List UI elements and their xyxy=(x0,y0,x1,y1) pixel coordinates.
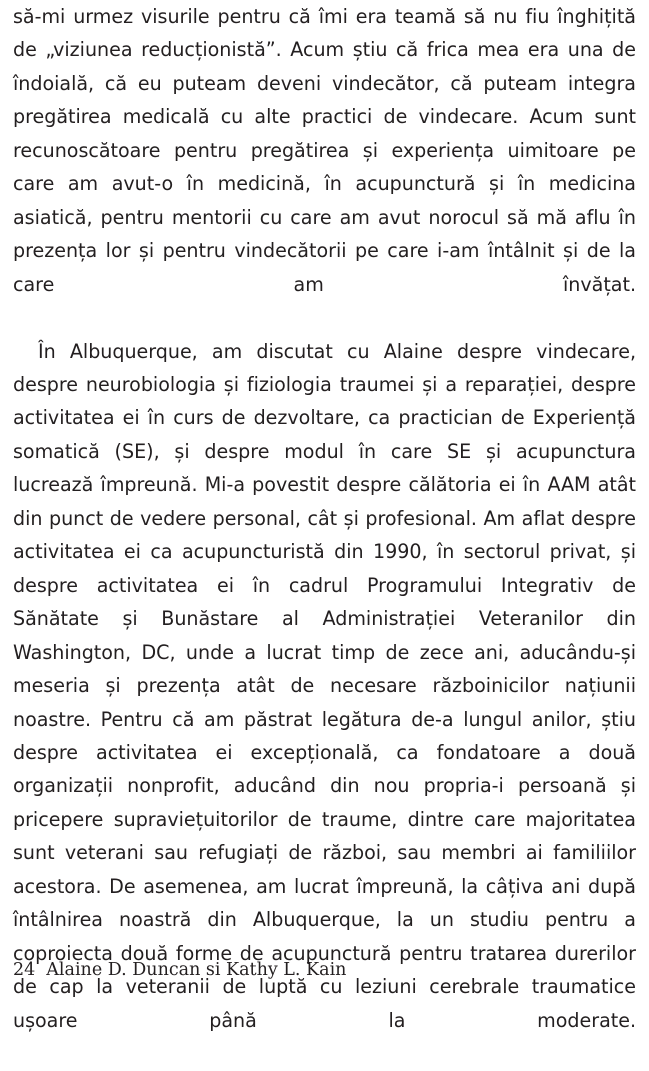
page-number: 24 xyxy=(13,960,36,980)
page-footer xyxy=(13,958,636,982)
body-text-column xyxy=(13,0,636,1071)
running-head: Alaine D. Duncan si Kathy L. Kain xyxy=(46,960,347,980)
paragraph-continuation: să-mi urmez visurile pentru că îmi era teamă să nu fiu înghițită de „viziunea reducționistă”. Acum știu că frica mea era una de îndoială, că eu puteam deveni vindecător, că puteam integra pregătirea medicală cu alte practici de vindecare. Acum sunt recunoscătoare pentru pregătirea și experiența uimitoare pe care am avut-o în medicină, în acupunctură și în medicina asiatică, pentru mentorii cu care am avut norocul să mă aflu în prezența lor și pentru vindecătorii pe care i-am întâlnit și de la care am învățat. xyxy=(13,5,636,296)
paragraph-albuquerque: În Albuquerque, am discutat cu Alaine despre vindecare, despre neurobiologia și fiziologia traumei și a reparației, despre activitatea ei în curs de dezvoltare, ca practician de Experiență somatică (SE), și despre modul în care SE și acupunctura lucrează împreună. Mi-a povestit despre călătoria ei în AAM atât din punct de vedere personal, cât și profesional. Am aflat despre activitatea ei ca acupuncturistă din 1990, în sectorul privat, și despre activitatea ei în cadrul Programului Integrativ de Sănătate și Bunăstare al Administrației Veteranilor din Washington, DC, unde a lucrat timp de zece ani, aducându-și meseria și prezența atât de necesare războinicilor națiunii noastre. Pentru că am păstrat legătura de-a lungul anilor, știu despre activitatea ei excepțională, ca fondatoare a două organizații nonprofit, aducând din nou propria-i persoană și pricepere supraviețuitorilor de traume, dintre care majoritatea sunt veterani sau refugiați de război, sau membri ai familiilor acestora. De asemenea, am lucrat împreună, la câțiva ani după întâlnirea noastră din Albuquerque, la un studiu pentru a coproiecta două forme de acupunctură pentru tratarea durerilor de cap la veteranii de luptă cu leziuni cerebrale traumatice ușoare până la moderate. xyxy=(13,339,636,1032)
